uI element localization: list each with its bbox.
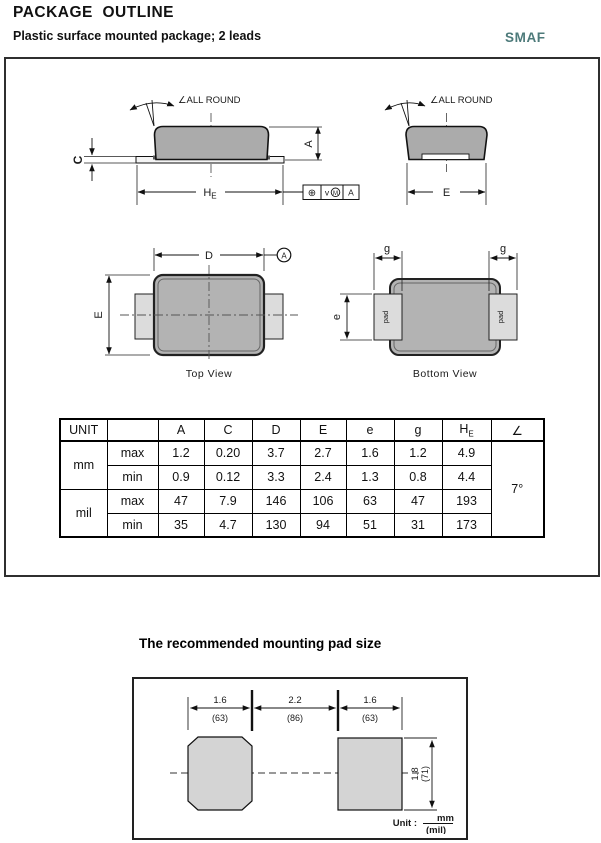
dim-A-label: A (303, 140, 315, 148)
header-e: e (346, 419, 394, 441)
table-cell: 193 (442, 489, 491, 513)
table-cell: 106 (300, 489, 346, 513)
package-code: SMAF (505, 30, 546, 45)
row-label: min (107, 465, 158, 489)
row-label: max (107, 489, 158, 513)
table-cell: 4.7 (204, 513, 252, 537)
dim-g-label: g (383, 243, 391, 255)
bottom-view (331, 243, 517, 380)
table-cell: 0.9 (158, 465, 204, 489)
table-cell: 146 (252, 489, 300, 513)
header-unit: UNIT (60, 419, 107, 441)
dim-mm: 1.6 (213, 695, 227, 706)
draft-angle-callout (385, 100, 425, 126)
fcf-datum: A (348, 187, 354, 198)
page-subtitle: Plastic surface mounted package; 2 leads (13, 29, 262, 43)
draft-angle-callout (130, 100, 174, 126)
dim-E-label: E (93, 311, 105, 319)
header-D: D (252, 419, 300, 441)
dim-C (84, 138, 136, 181)
position-symbol: ⊕ (307, 188, 317, 199)
table-cell: 130 (252, 513, 300, 537)
table-cell: 0.20 (204, 441, 252, 465)
end-view (385, 95, 493, 205)
table-row (60, 513, 544, 537)
mounting-pad-right (338, 738, 402, 810)
side-dim-mil: (71) (420, 765, 430, 783)
side-dim-mm: 1.8 (410, 767, 421, 781)
fcf-tolerance: v (324, 187, 330, 198)
table-cell: 35 (158, 513, 204, 537)
table-cell: 47 (394, 489, 442, 513)
dim-C-label: C (71, 155, 85, 165)
unit-denominator: (mil) (426, 825, 447, 834)
feature-control-frame (283, 185, 359, 200)
header-g: g (394, 419, 442, 441)
table-cell: 4.4 (442, 465, 491, 489)
table-cell: 1.3 (346, 465, 394, 489)
dim-HE (137, 165, 283, 205)
mounting-pad-frame (132, 677, 468, 840)
dim-HE-label: $H_E$ (203, 187, 217, 201)
row-label: min (107, 513, 158, 537)
dim-E-label: E (442, 187, 451, 199)
dim-D-label: D (205, 250, 213, 262)
table-cell: 51 (346, 513, 394, 537)
row-label: max (107, 441, 158, 465)
table-cell: 173 (442, 513, 491, 537)
dim-mil: (86) (286, 713, 304, 723)
table-header-row (60, 419, 544, 441)
table-row (60, 441, 544, 465)
dim-mm: 1.6 (363, 695, 377, 706)
lead-tab (135, 294, 154, 339)
all-round-label: ∠ALL ROUND (178, 95, 241, 106)
lead-edge (422, 154, 469, 160)
header-C: C (204, 419, 252, 441)
dimension-table (59, 418, 545, 538)
unit-mil: mil (60, 489, 107, 537)
table-cell: 94 (300, 513, 346, 537)
table-cell: 3.7 (252, 441, 300, 465)
table-cell: 31 (394, 513, 442, 537)
header-A: A (158, 419, 204, 441)
table-cell: 1.2 (158, 441, 204, 465)
table-cell: 3.3 (252, 465, 300, 489)
package-body (390, 279, 500, 355)
unit-note (393, 813, 454, 834)
table-cell: 63 (346, 489, 394, 513)
table-cell: 0.12 (204, 465, 252, 489)
table-cell: 7.9 (204, 489, 252, 513)
dim-mil: (63) (361, 713, 379, 723)
all-round-label: ∠ALL ROUND (430, 95, 493, 106)
dim-mil: (63) (211, 713, 229, 723)
table-cell: 1.2 (394, 441, 442, 465)
mmc-symbol: M (333, 191, 338, 197)
mounting-pad-heading: The recommended mounting pad size (139, 636, 382, 651)
lead-tab (264, 294, 283, 339)
top-view-caption: Top View (185, 368, 233, 380)
top-view (93, 248, 298, 380)
datum-letter: A (281, 251, 287, 261)
package-body (155, 127, 269, 160)
table-cell: 0.8 (394, 465, 442, 489)
dim-mm: 2.2 (288, 695, 302, 706)
unit-numerator: mm (437, 813, 454, 824)
table-cell: 2.4 (300, 465, 346, 489)
header-angle: ∠ (491, 419, 544, 441)
mounting-pad-drawing (134, 679, 462, 834)
bottom-view-caption: Bottom View (412, 368, 478, 380)
table-cell: 4.9 (442, 441, 491, 465)
datum-A (264, 248, 291, 262)
pad-label: pad (381, 310, 390, 324)
header-HE: $H_E$ (442, 419, 491, 441)
header-blank (107, 419, 158, 441)
header-E: E (300, 419, 346, 441)
dim-e (340, 294, 372, 340)
table-cell: 47 (158, 489, 204, 513)
page-title: PACKAGE OUTLINE (13, 4, 174, 21)
pad-label: pad (496, 310, 505, 324)
table-row (60, 489, 544, 513)
side-view (71, 95, 359, 205)
mounting-pad-left (188, 737, 252, 810)
table-row (60, 465, 544, 489)
unit-mm: mm (60, 441, 107, 489)
dim-g-label: g (499, 243, 507, 255)
dim-e-label: e (331, 313, 343, 321)
unit-prefix: Unit : (392, 818, 417, 829)
table-cell: 1.6 (346, 441, 394, 465)
angle-value-cell: 7° (491, 441, 544, 537)
table-cell: 2.7 (300, 441, 346, 465)
